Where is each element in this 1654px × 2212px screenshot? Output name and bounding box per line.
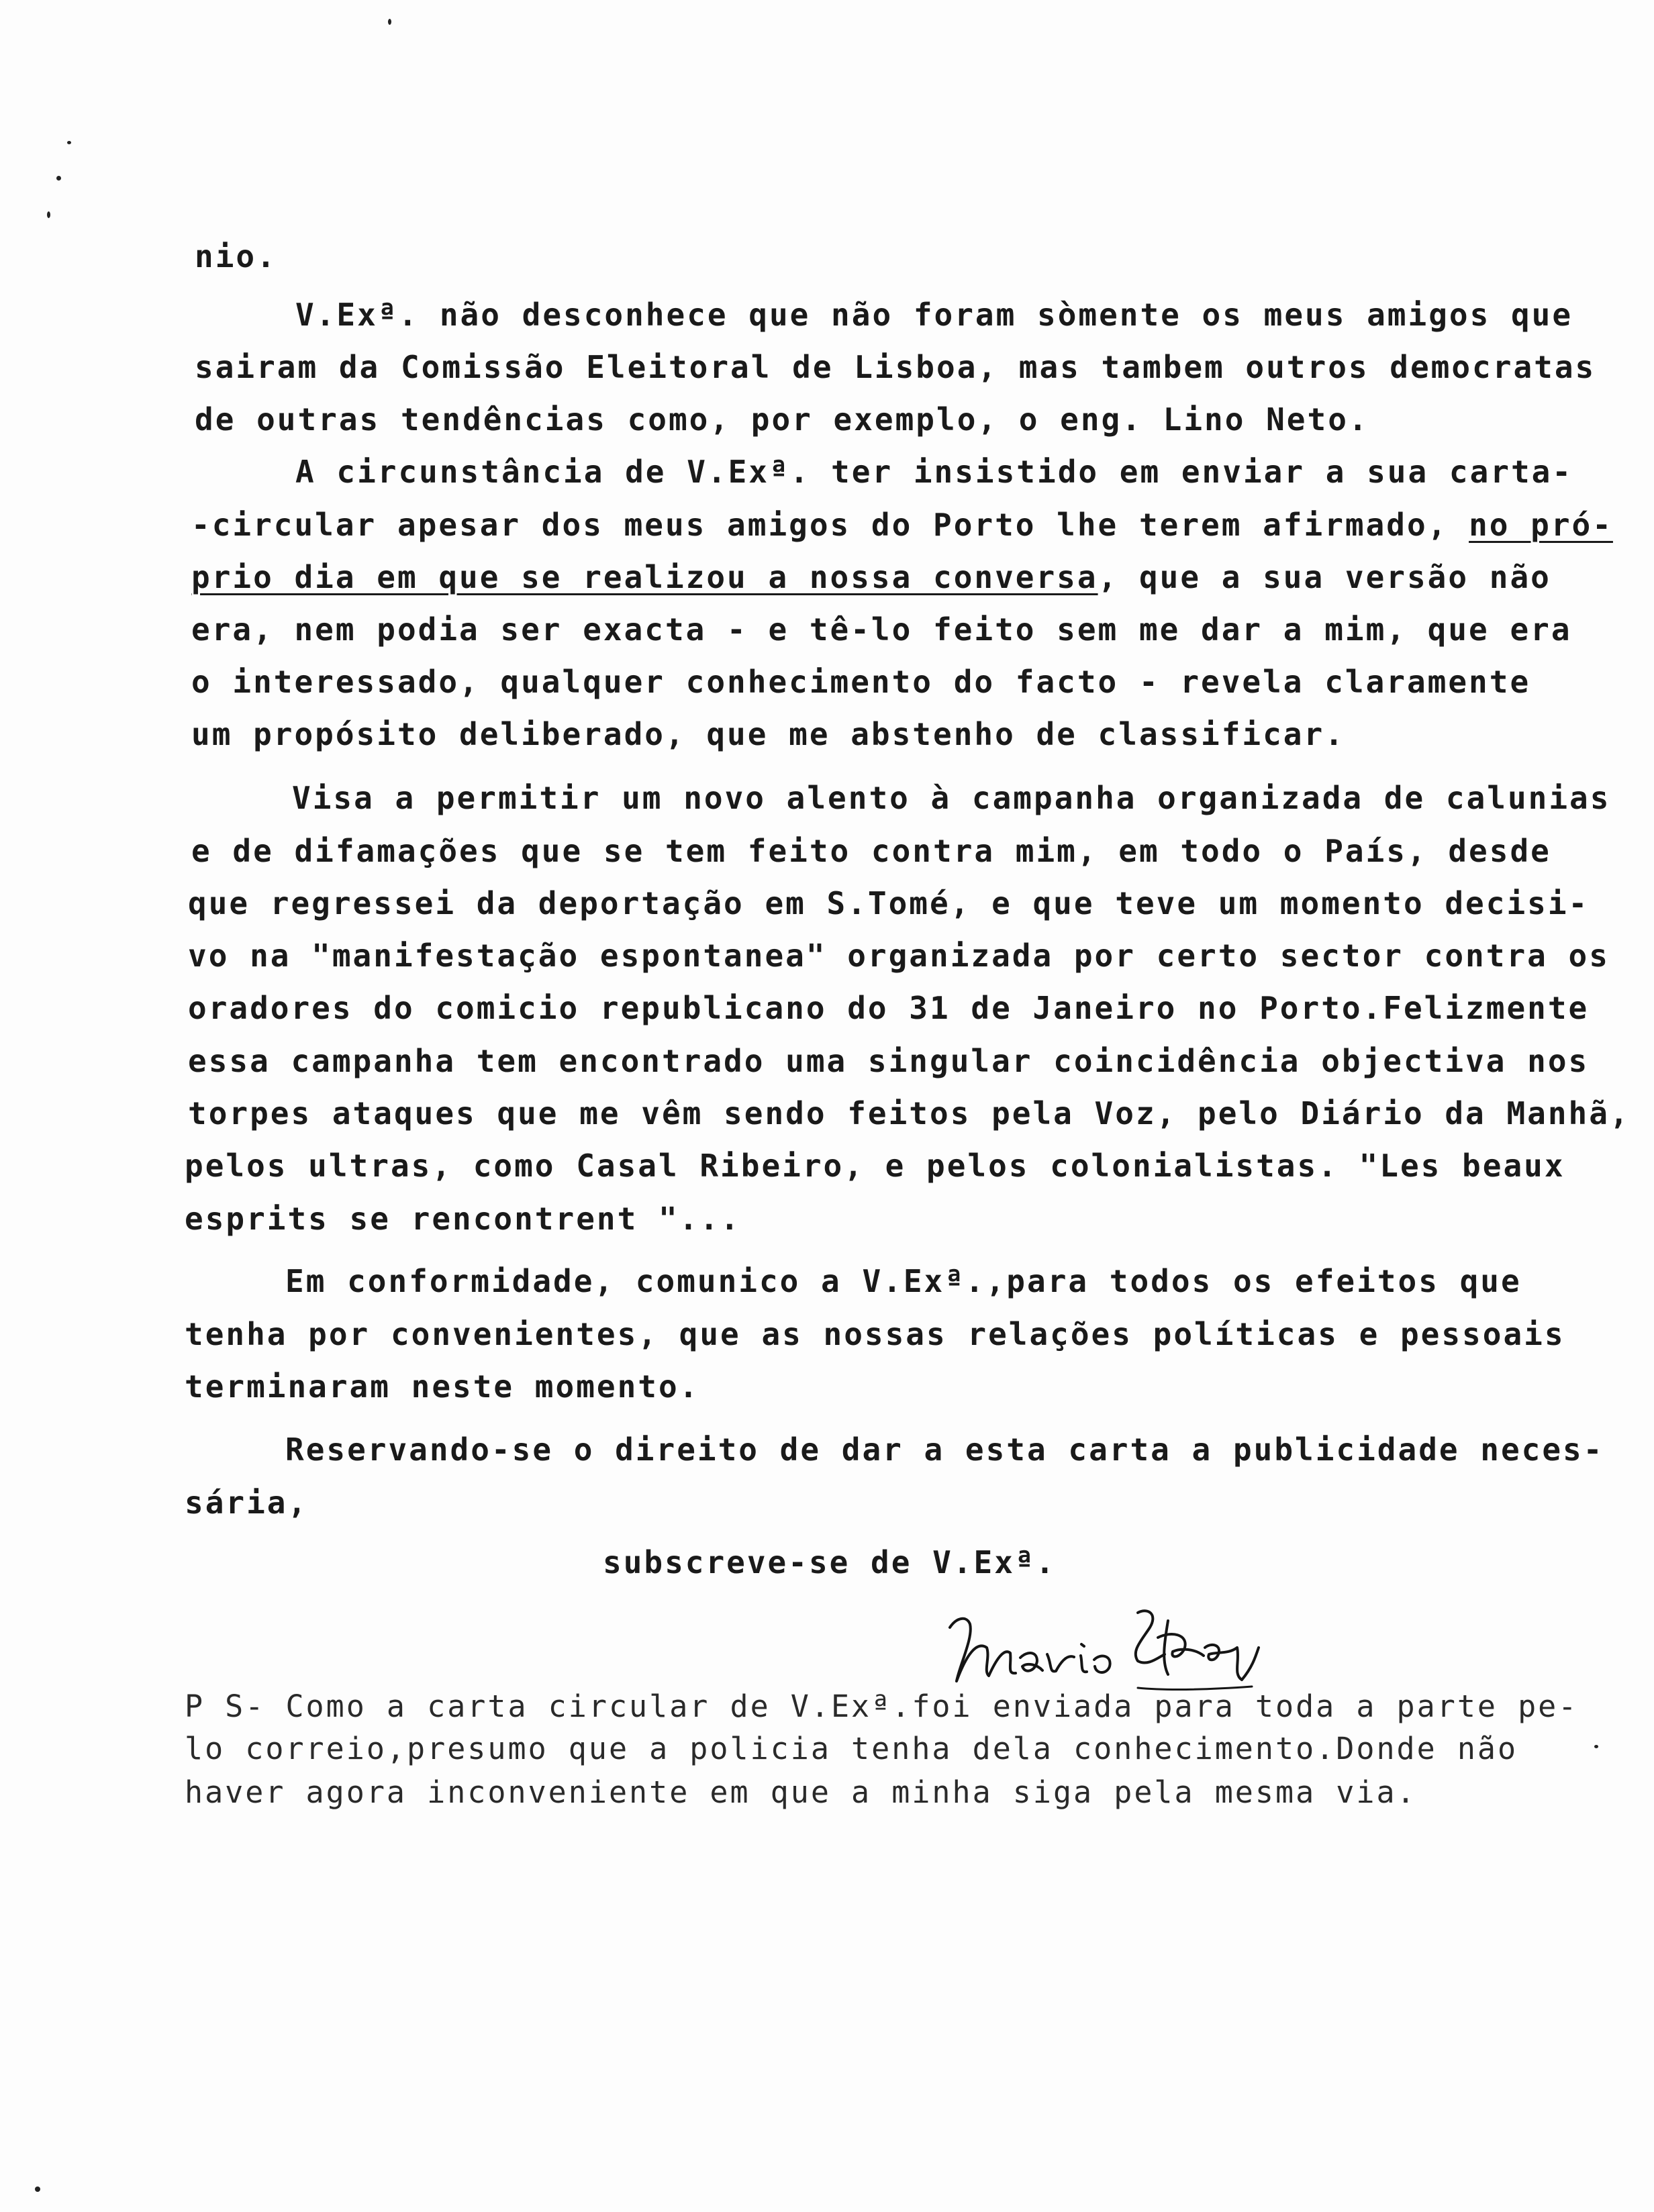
letter-text-line: Visa a permitir um novo alento à campanha organizada de calunias <box>292 780 1611 816</box>
letter-text-line: nio. <box>195 238 277 274</box>
scan-speck <box>67 141 71 144</box>
scan-speck <box>388 19 391 25</box>
letter-text-line <box>191 507 1613 542</box>
letter-text-segment: , que a sua versão não <box>1098 559 1551 595</box>
letter-text-line: era, nem podia ser exacta - e tê-lo feito sem me dar a mim, que era <box>191 611 1572 648</box>
letter-text-line: o interessado, qualquer conhecimento do facto - revela claramente <box>191 664 1531 700</box>
letter-text-line: V.Exª. não desconhece que não foram sòmente os meus amigos que <box>295 297 1573 333</box>
letter-text-line: e de difamações que se tem feito contra mim, em todo o País, desde <box>191 833 1551 869</box>
underlined-phrase: no pró- <box>1469 507 1613 543</box>
scan-speck <box>35 2186 40 2192</box>
underlined-phrase: prio dia em que se realizou a nossa conversa <box>191 559 1098 595</box>
letter-text-line: terminaram neste momento. <box>185 1368 700 1405</box>
letter-text-line: esprits se rencontrent "... <box>185 1201 741 1237</box>
scan-speck <box>56 176 61 181</box>
scan-speck <box>1594 1745 1598 1748</box>
letter-text-line: essa campanha tem encontrado uma singular coincidência objectiva nos <box>188 1043 1590 1079</box>
letter-text-line: um propósito deliberado, que me abstenho de classificar. <box>191 716 1345 752</box>
letter-text-line: Em conformidade, comunico a V.Exª.,para todos os efeitos que <box>285 1263 1522 1299</box>
letter-text-line: pelos ultras, como Casal Ribeiro, e pelos colonialistas. "Les beaux <box>185 1148 1565 1184</box>
scan-speck <box>47 211 50 218</box>
letter-text-line: sairam da Comissão Eleitoral de Lisboa, mas tambem outros democratas <box>195 349 1596 385</box>
letter-text-segment: -circular apesar dos meus amigos do Porto lhe terem afirmado, <box>191 507 1469 543</box>
letter-text-line: de outras tendências como, por exemplo, o eng. Lino Neto. <box>195 401 1369 438</box>
postscript-line: P S- Como a carta circular de V.Exª.foi enviada para toda a parte pe- <box>185 1689 1579 1724</box>
handwritten-signature <box>936 1601 1265 1701</box>
letter-text-line: oradores do comicio republicano do 31 de Janeiro no Porto.Felizmente <box>188 990 1590 1026</box>
letter-text-line: torpes ataques que me vêm sendo feitos pela Voz, pelo Diário da Manhã, <box>188 1095 1631 1132</box>
postscript-line: lo correio,presumo que a policia tenha dela conhecimento.Donde não <box>185 1731 1518 1766</box>
postscript-line: haver agora inconveniente em que a minha siga pela mesma via. <box>185 1774 1417 1810</box>
letter-text-line: vo na "manifestação espontanea" organizada por certo sector contra os <box>188 938 1610 974</box>
letter-text-line <box>191 560 1551 595</box>
letter-text-line: tenha por convenientes, que as nossas relações políticas e pessoais <box>185 1316 1565 1352</box>
letter-text-line: que regressei da deportação em S.Tomé, e que teve um momento decisi- <box>188 885 1590 921</box>
closing-line: subscreve-se de V.Exª. <box>603 1544 1057 1580</box>
letter-text-line: sária, <box>185 1485 309 1521</box>
letter-text-line: Reservando-se o direito de dar a esta carta a publicidade neces- <box>285 1431 1604 1468</box>
letter-text-line: A circunstância de V.Exª. ter insistido em enviar a sua carta- <box>295 454 1573 490</box>
